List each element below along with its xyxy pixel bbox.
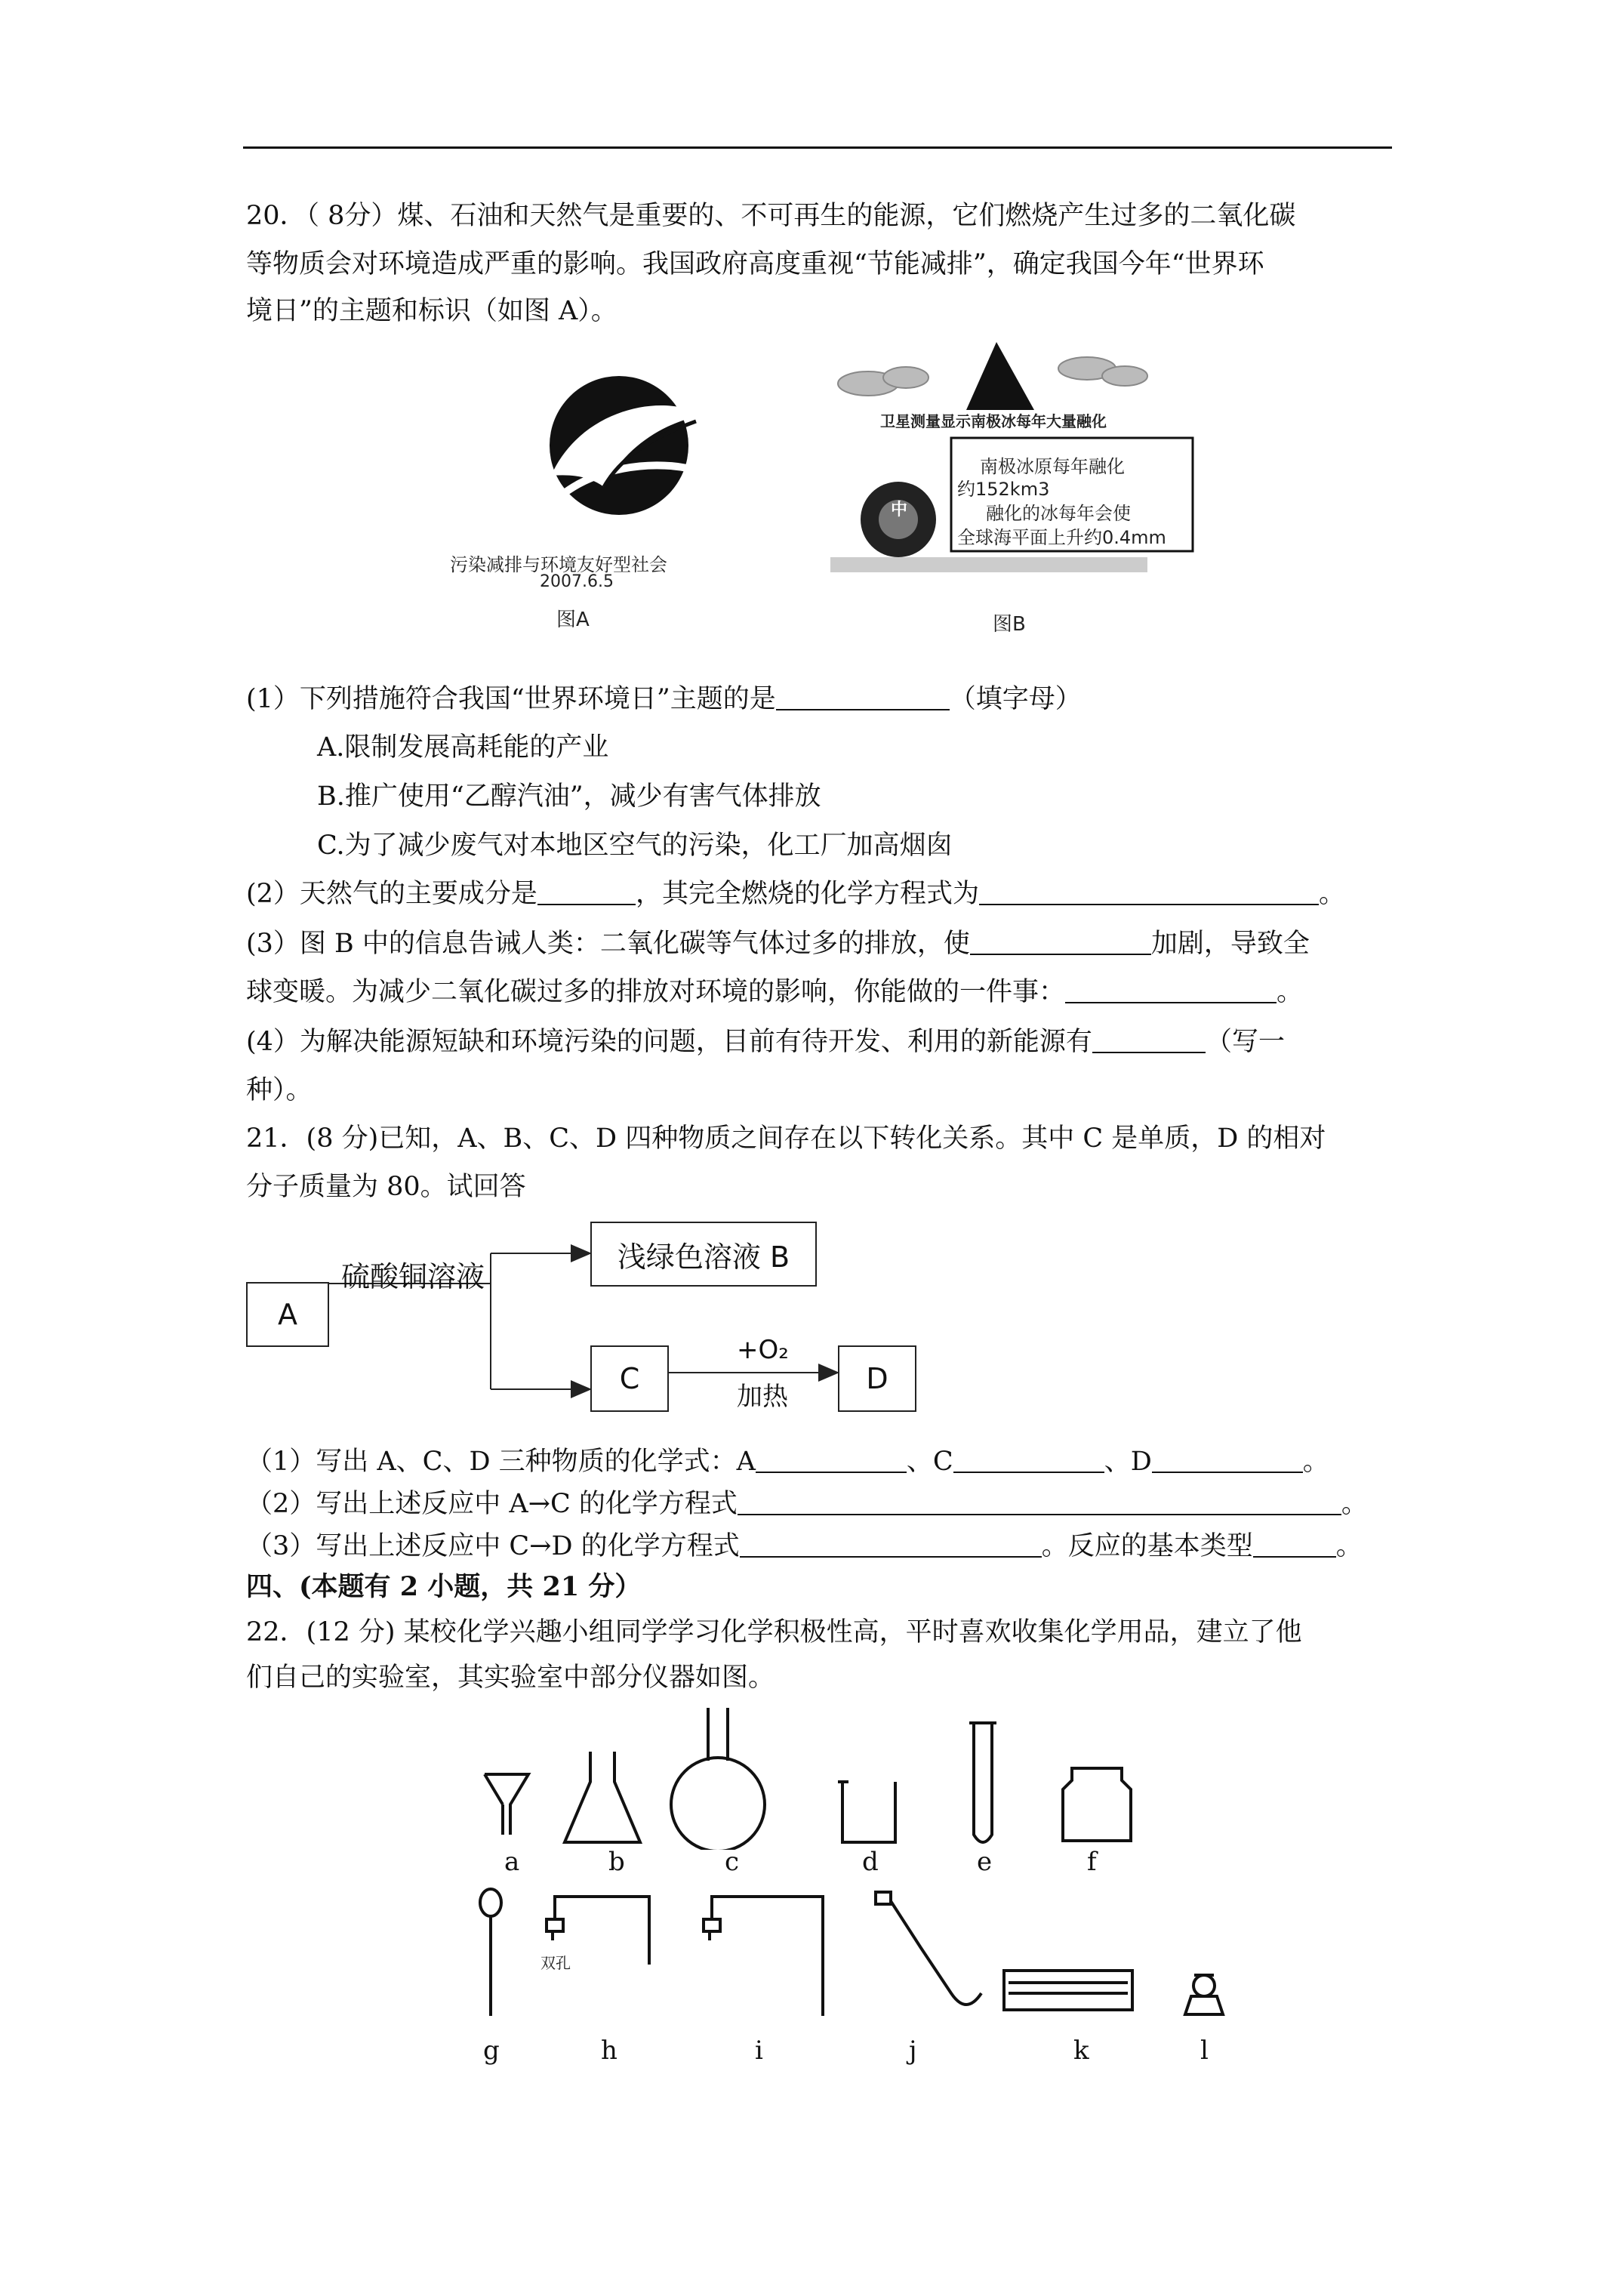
- q22-intro-line-2: 们自己的实验室，其实验室中部分仪器如图。: [246, 1663, 775, 1693]
- q20-p1-suffix: （填字母）: [949, 684, 1082, 714]
- q21-s3-blank-2[interactable]: [1253, 1532, 1336, 1558]
- q20-p1-blank[interactable]: [776, 685, 950, 710]
- q22-intro-line-1: 22．(12 分) 某校化学兴趣小组同学学习化学积极性高，平时喜欢收集化学用品，建立了他: [246, 1617, 1302, 1647]
- apparatus-row-2: [468, 1880, 1253, 2031]
- q20-p1: [246, 683, 1082, 716]
- figure-b-box-line-4: 全球海平面上升约0.4mm: [957, 527, 1166, 548]
- section-4-points: 21: [542, 1571, 580, 1602]
- q21-intro-line-1: 21．(8 分)已知，A、B、C、D 四种物质之间存在以下转化关系。其中 C 是单质，D 的相对: [246, 1123, 1326, 1154]
- section-4-text-c: 小题，共: [418, 1571, 543, 1602]
- q20-p1-text: (1）下列措施符合我国“世界环境日”主题的是: [246, 684, 776, 714]
- q21-s1-blank-c[interactable]: [953, 1447, 1104, 1473]
- q20-p3-blank-2[interactable]: [1065, 978, 1277, 1003]
- apparatus-label-g: g: [483, 2036, 500, 2066]
- q21-s2-end: 。: [1341, 1489, 1368, 1519]
- apparatus-label-e: e: [977, 1847, 993, 1877]
- q20-p3-text-c: 球变暖。为减少二氧化碳过多的排放对环境的影响，你能做的一件事：: [246, 977, 1066, 1007]
- apparatus-label-l: l: [1200, 2036, 1209, 2066]
- q20-p4-line-2: 种）。: [246, 1075, 313, 1105]
- q21-flow-connectors: [242, 1208, 921, 1435]
- q21-s3-text-a: （3）写出上述反应中 C→D 的化学方程式: [246, 1531, 740, 1561]
- figure-b-box-line-3: 融化的冰每年会使: [986, 503, 1131, 524]
- q21-s1-blank-d[interactable]: [1152, 1447, 1303, 1473]
- section-4-text-e: 分）: [579, 1571, 642, 1602]
- figure-b-caption: 图B: [993, 613, 1026, 636]
- q20-intro-line-1: 20．（ 8分）煤、石油和天然气是重要的、不可再生的能源，它们燃烧产生过多的二氧化碳: [246, 201, 1296, 231]
- q20-p2-text-b: ，其完全燃烧的化学方程式为: [635, 879, 979, 909]
- flow-heat-label: 加热: [737, 1382, 788, 1412]
- q21-s1-text-d: 、D: [1104, 1447, 1152, 1477]
- figure-b-box-line-2: 约152km3: [957, 479, 1050, 500]
- q20-p2: [246, 877, 1345, 911]
- q20-intro-line-2: 等物质会对环境造成严重的影响。我国政府高度重视“节能减排”，确定我国今年“世界环: [246, 249, 1264, 279]
- apparatus-label-j: j: [909, 2036, 917, 2066]
- q20-p3-text-a: (3）图 B 中的信息告诫人类：二氧化碳等气体过多的排放，使: [246, 929, 970, 959]
- apparatus-label-k: k: [1073, 2036, 1089, 2066]
- apparatus-label-c: c: [725, 1847, 740, 1877]
- q20-p3-line-1: [246, 927, 1310, 960]
- q21-s2-text: （2）写出上述反应中 A→C 的化学方程式: [246, 1489, 738, 1519]
- q20-p4-blank[interactable]: [1092, 1028, 1206, 1053]
- q20-option-a: A.限制发展高耗能的产业: [317, 732, 609, 763]
- q20-p3-line-2: [246, 975, 1303, 1009]
- q20-p4-text-a: (4）为解决能源短缺和环境污染的问题，目前有待开发、利用的新能源有: [246, 1027, 1092, 1057]
- q21-s3-blank-1[interactable]: [740, 1532, 1042, 1558]
- q21-intro-line-2: 分子质量为 80。试回答: [246, 1172, 526, 1202]
- figure-a-logo: [498, 362, 740, 551]
- apparatus-label-i: i: [755, 2036, 763, 2066]
- q20-p4-line-1: [246, 1025, 1285, 1059]
- top-rule: [243, 146, 1392, 149]
- flow-reagent-label: 硫酸铜溶液: [341, 1260, 485, 1293]
- q21-s1: [246, 1445, 1329, 1478]
- q20-p2-blank-1[interactable]: [537, 880, 636, 905]
- q20-p3-text-b: 加剧，导致全: [1150, 929, 1310, 959]
- q20-p3-text-d: 。: [1277, 977, 1304, 1007]
- figure-b-header: 卫星测量显示南极冰每年大量融化: [880, 412, 1107, 430]
- q20-option-c: C.为了减少废气对本地区空气的污染，化工厂加高烟囱: [317, 831, 953, 861]
- apparatus-label-b: b: [608, 1847, 625, 1877]
- section-4-text-a: 四、(本题有: [246, 1571, 400, 1602]
- q21-s1-blank-a[interactable]: [756, 1447, 907, 1473]
- figure-a-caption: 图A: [556, 609, 590, 631]
- apparatus-hole-text: 双孔: [540, 1954, 571, 1972]
- figure-a-date: 2007.6.5: [540, 572, 614, 591]
- figure-b-box-line-1: 南极冰原每年融化: [980, 456, 1125, 477]
- q21-s3: [246, 1530, 1363, 1563]
- apparatus-label-h: h: [601, 2036, 617, 2066]
- q21-s2: [246, 1487, 1368, 1521]
- q21-s1-text-a: （1）写出 A、C、D 三种物质的化学式：A: [246, 1447, 756, 1477]
- q21-s3-text-b: 。反应的基本类型: [1041, 1531, 1253, 1561]
- figure-a-theme-text: 污染减排与环境友好型社会: [450, 554, 667, 575]
- section-4-count: 2: [399, 1571, 419, 1602]
- apparatus-label-f: f: [1087, 1847, 1097, 1877]
- q20-p2-text-a: (2）天然气的主要成分是: [246, 879, 537, 909]
- figure-b-globe-char: 中: [891, 501, 908, 519]
- apparatus-label-a: a: [504, 1847, 520, 1877]
- apparatus-row-1: [476, 1706, 1155, 1850]
- section-4-heading: [246, 1570, 641, 1604]
- q20-p2-blank-2[interactable]: [979, 880, 1319, 905]
- apparatus-label-d: d: [862, 1847, 879, 1877]
- q20-intro-line-3: 境日”的主题和标识（如图 A）。: [246, 296, 617, 326]
- q20-p3-blank-1[interactable]: [970, 929, 1151, 955]
- flow-node-b: 浅绿色溶液 B: [590, 1222, 817, 1287]
- flow-node-a: A: [246, 1282, 329, 1347]
- flow-node-c: C: [590, 1345, 669, 1412]
- q20-option-b: B.推广使用“乙醇汽油”，减少有害气体排放: [317, 781, 821, 812]
- q21-s1-text-c: 、C: [906, 1447, 953, 1477]
- flow-o2-label: +O₂: [737, 1335, 789, 1365]
- q20-p2-text-c: 。: [1318, 879, 1345, 909]
- q21-s3-end: 。: [1335, 1531, 1363, 1561]
- flow-node-d: D: [838, 1345, 916, 1412]
- q21-s2-blank[interactable]: [738, 1490, 1341, 1515]
- q20-p4-text-b: （写一: [1205, 1027, 1285, 1057]
- q21-s1-end: 。: [1302, 1447, 1329, 1477]
